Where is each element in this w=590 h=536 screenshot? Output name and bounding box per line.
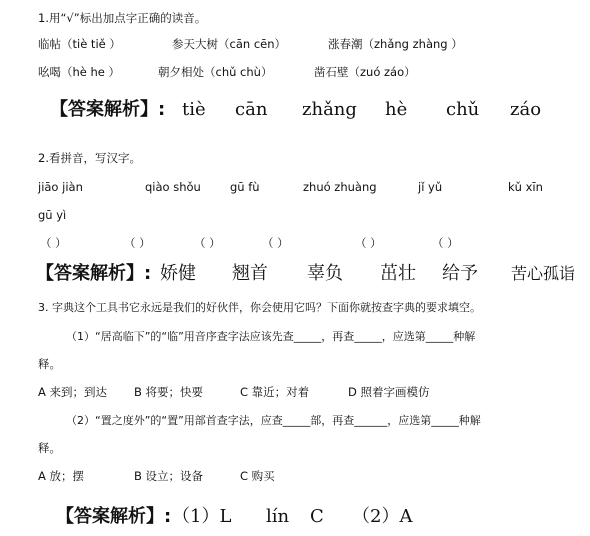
q1-title: 1.用“√”标出加点字正确的读音。 <box>38 11 207 25</box>
q3-answer-2: lín <box>266 506 290 527</box>
q2-answer-tag: 【答案解析】: <box>36 263 152 284</box>
q1-answer-5: chǔ <box>446 99 480 120</box>
q3-answer-1: （1）L <box>172 506 232 527</box>
q2-pinyin-6: kǔ xīn <box>508 180 543 194</box>
q2-bracket-2: （ ） <box>124 236 151 250</box>
q3-part2-line1: （2）“置之度外”的“置”用部首查字法，应查_____部，再查______，应选第_____种解 <box>66 414 481 427</box>
q1-item-6: 凿石壁（zuó záo） <box>314 65 416 79</box>
q2-bracket-6: （ ） <box>432 236 459 250</box>
q3-answer-3: C <box>310 506 324 527</box>
q2-answer-6: 苦心孤诣 <box>511 264 576 283</box>
q2-pinyin-cont: gū yì <box>38 208 67 222</box>
q3-part2-option-c: C 购买 <box>240 469 275 483</box>
q3-part1-option-c: C 靠近；对着 <box>240 385 310 399</box>
q2-bracket-3: （ ） <box>194 236 221 250</box>
q1-answer-1: tiè <box>182 99 206 120</box>
q2-answer-3: 辜负 <box>307 263 343 284</box>
q2-pinyin-4: zhuó zhuàng <box>303 180 377 194</box>
q3-part2-option-a: A 放；摆 <box>38 469 85 483</box>
q1-item-4: 吆喝（hè he ） <box>38 65 121 79</box>
q3-part1-option-d: D 照着字画模仿 <box>348 385 430 399</box>
q2-answer-2: 翘首 <box>232 263 268 284</box>
q1-answer-4: hè <box>385 99 408 120</box>
q2-answer-4: 茁壮 <box>380 263 416 284</box>
q2-bracket-5: （ ） <box>355 236 382 250</box>
q2-pinyin-2: qiào shǒu <box>145 180 201 194</box>
q1-item-3: 涨春潮（zhǎng zhàng ） <box>328 37 463 51</box>
q2-answer-1: 娇健 <box>160 263 196 284</box>
q3-answer-tag: 【答案解析】: <box>56 506 172 527</box>
q3-intro: 3. 字典这个工具书它永远是我们的好伙伴，你会使用它吗？下面你就按查字典的要求填空。 <box>38 301 481 314</box>
q1-item-2: 参天大树（cān cēn） <box>172 37 286 51</box>
q2-title: 2.看拼音，写汉字。 <box>38 151 141 165</box>
q2-pinyin-3: gū fù <box>230 180 260 194</box>
q1-item-1: 临帖（tiè tiě ） <box>38 37 121 51</box>
q1-item-5: 朝夕相处（chǔ chù） <box>158 65 273 79</box>
q3-part1-option-a: A 来到；到达 <box>38 385 108 399</box>
q3-part1-line2: 释。 <box>38 357 61 371</box>
q2-pinyin-1: jiāo jiàn <box>38 180 83 194</box>
q2-answer-5: 给予 <box>442 263 478 284</box>
q3-part1-option-b: B 将要；快要 <box>134 385 204 399</box>
q1-answer-6: záo <box>510 99 542 120</box>
q2-pinyin-5: jǐ yǔ <box>418 180 443 194</box>
q2-bracket-1: （ ） <box>40 236 67 250</box>
q2-bracket-4: （ ） <box>262 236 289 250</box>
q3-part2-line2: 释。 <box>38 441 61 455</box>
q3-answer-4: （2）A <box>352 506 413 527</box>
q1-answer-2: cān <box>235 99 268 120</box>
q1-answer-3: zhǎng <box>302 99 357 120</box>
q3-part2-option-b: B 设立；设备 <box>134 469 204 483</box>
q1-answer-tag: 【答案解析】: <box>50 99 166 120</box>
q3-part1-line1: （1）“居高临下”的“临”用音序查字法应该先查_____，再查_____，应选第_____种解 <box>66 330 476 343</box>
